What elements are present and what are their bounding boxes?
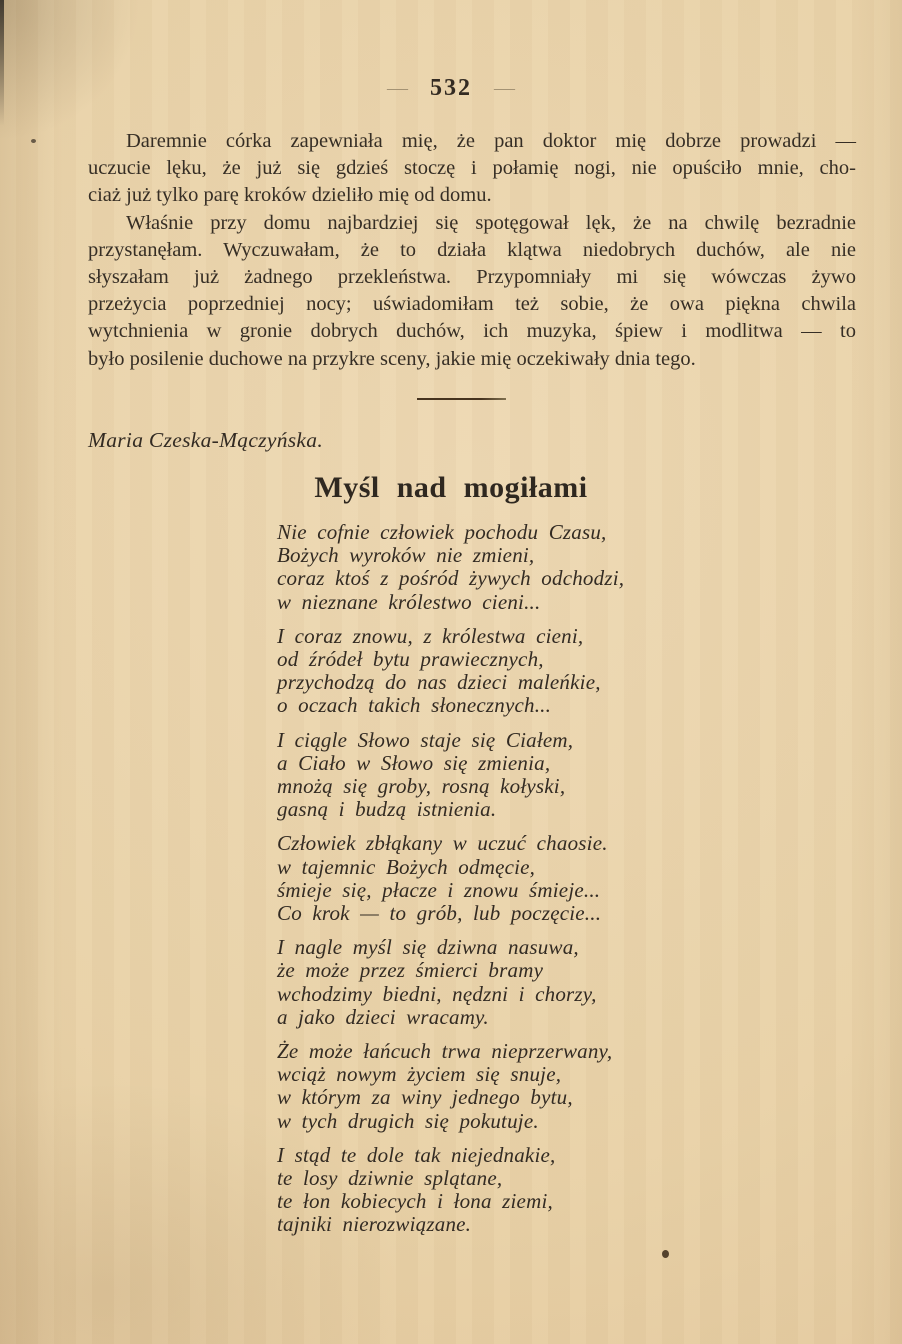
prose-line: przeżycia poprzedniej nocy; uświadomiłam też sobie, że owa piękna chwila — [88, 293, 856, 316]
poem-line: w nieznane królestwo cieni... — [277, 589, 541, 614]
poem-line: te łon kobiecych i łona ziemi, — [277, 1189, 553, 1214]
poem-line: Że może łańcuch trwa nieprzerwany, — [277, 1039, 613, 1064]
poem-stanza — [277, 625, 697, 718]
poem-line: w którym za winy jednego bytu, — [277, 1085, 573, 1110]
poem-line: mnożą się groby, rosną kołyski, — [277, 774, 566, 799]
poem-line: te losy dziwnie splątane, — [277, 1166, 503, 1191]
poem-line: o oczach takich słonecznych... — [277, 693, 552, 718]
poem-block — [277, 521, 697, 1248]
poem-line: I stąd te dole tak niejednakie, — [277, 1142, 556, 1167]
poem-stanza — [277, 1144, 697, 1237]
poem-line: coraz ktoś z pośród żywych odchodzi, — [277, 566, 625, 591]
page-number-dash-left: — — [387, 78, 408, 98]
page-number-dash-right: — — [494, 78, 515, 98]
scan-edge-artifact — [0, 0, 4, 126]
prose-line: słyszałam już żadnego przekleństwa. Przypomniały mi się wówczas żywo — [88, 266, 856, 289]
poem-line: Bożych wyroków nie zmieni, — [277, 543, 535, 568]
poem-line: wchodzimy biedni, nędzni i chorzy, — [277, 981, 597, 1006]
poem-line: w tajemnic Bożych odmęcie, — [277, 854, 536, 879]
poem-line: I coraz znowu, z królestwa cieni, — [277, 623, 584, 648]
prose-line: było posilenie duchowe na przykre sceny, jakie mię oczekiwały dnia tego. — [88, 347, 696, 370]
ink-speck — [31, 139, 36, 143]
ink-speck — [662, 1250, 669, 1258]
poem-line: I ciągle Słowo staje się Ciałem, — [277, 727, 574, 752]
poem-line: wciąż nowym życiem się snuje, — [277, 1062, 562, 1087]
poem-line: tajniki nierozwiązane. — [277, 1212, 472, 1237]
poem-line: że może przez śmierci bramy — [277, 958, 544, 983]
poem-line: Co krok — to grób, lub poczęcie... — [277, 901, 602, 926]
prose-block — [88, 128, 856, 373]
prose-line: przystanęłam. Wyczuwałam, że to działa klątwa niedobrych duchów, ale nie — [88, 238, 856, 261]
poem-stanza — [277, 936, 697, 1029]
page-number — [0, 74, 902, 102]
poem-line: śmieje się, płacze i znowu śmieje... — [277, 877, 601, 902]
author-name: Maria Czeska-Mączyńska. — [88, 428, 323, 452]
poem-line: Człowiek zbłąkany w uczuć chaosie. — [277, 831, 608, 856]
section-divider — [417, 398, 506, 400]
prose-line: wytchnienia w gronie dobrych duchów, ich muzyka, śpiew i modlitwa — to — [88, 320, 856, 343]
poem-title: Myśl nad mogiłami — [314, 471, 588, 504]
prose-line: uczucie lęku, że już się gdzieś stoczę i połamię nogi, nie opuściło mnie, cho- — [88, 157, 856, 180]
poem-line: I nagle myśl się dziwna nasuwa, — [277, 935, 579, 960]
poem-line: przychodzą do nas dzieci maleńkie, — [277, 670, 601, 695]
page-number-value: 532 — [430, 75, 472, 101]
poem-stanza — [277, 1040, 697, 1133]
poem-line: a Ciało w Słowo się zmienia, — [277, 750, 551, 775]
poem-line: a jako dzieci wracamy. — [277, 1004, 489, 1029]
poem-line: od źródeł bytu prawiecznych, — [277, 647, 544, 672]
prose-line: ciaż już tylko parę kroków dzieliło mię od domu. — [88, 184, 492, 207]
poem-line: gasną i budzą istnienia. — [277, 797, 497, 822]
poem-stanza — [277, 729, 697, 822]
poem-stanza — [277, 832, 697, 925]
prose-line: Właśnie przy domu najbardziej się spotęgował lęk, że na chwilę bezradnie — [126, 211, 856, 234]
poem-stanza — [277, 521, 697, 614]
poem-line: w tych drugich się pokutuje. — [277, 1108, 539, 1133]
poem-line: Nie cofnie człowiek pochodu Czasu, — [277, 520, 607, 544]
prose-line: Daremnie córka zapewniała mię, że pan doktor mię dobrze prowadzi — — [126, 130, 856, 152]
